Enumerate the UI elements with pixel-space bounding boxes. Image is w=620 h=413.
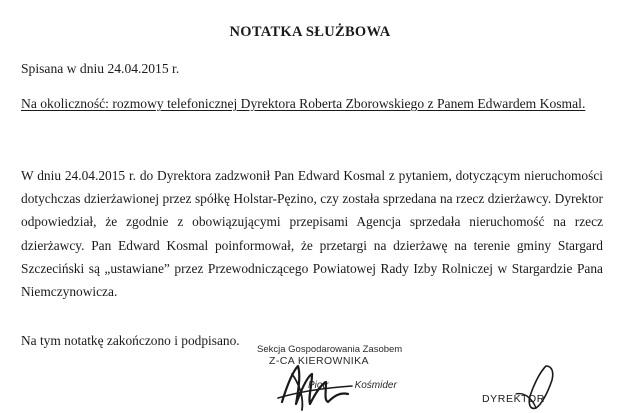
occasion-line: Na okoliczność: rozmowy telefonicznej Dyrektora Roberta Zborowskiego z Panem Edwardem Kosmal. [21,96,586,111]
dateline: Spisana w dniu 24.04.2015 r. [21,61,180,76]
document-title: NOTATKA SŁUŻBOWA [229,24,391,40]
director-title: DYREKTOR [482,393,545,405]
stamp-name-prefix: Piotr [308,380,329,391]
body-paragraph: W dniu 24.04.2015 r. do Dyrektora zadzwonił Pan Edward Kosmal z pytaniem, dotyczącym nieruchomości dotychczas dzierżawionej przez spółkę Holstar-Pęzino, czy została sprzedana na rzecz dzierżawcy. Dyrektor odpowiedział, że zgodnie z obowiązującymi przepisami Agencja sprzedała nieruchomość na rzecz dzierżawcy. Pan Edward Kosmal poinformował, że przetargi na dzierżawę na terenie gminy Stargard Szczeciński są „ustawiane” przez Przewodniczącego Powiatowej Rady Izby Rolniczej w Stargardzie Pana Niemczynowicza. [21,168,603,300]
handwritten-signature-icon [268,352,358,413]
director-signature-icon [506,362,566,413]
closing-line: Na tym notatkę zakończono i podpisano. [21,333,240,348]
stamp-line-department: Sekcja Gospodarowania Zasobem [257,344,403,355]
stamp-name-surname: Kośmider [354,380,397,391]
stamp-line-position: Z-CA KIEROWNIKA [269,355,369,367]
